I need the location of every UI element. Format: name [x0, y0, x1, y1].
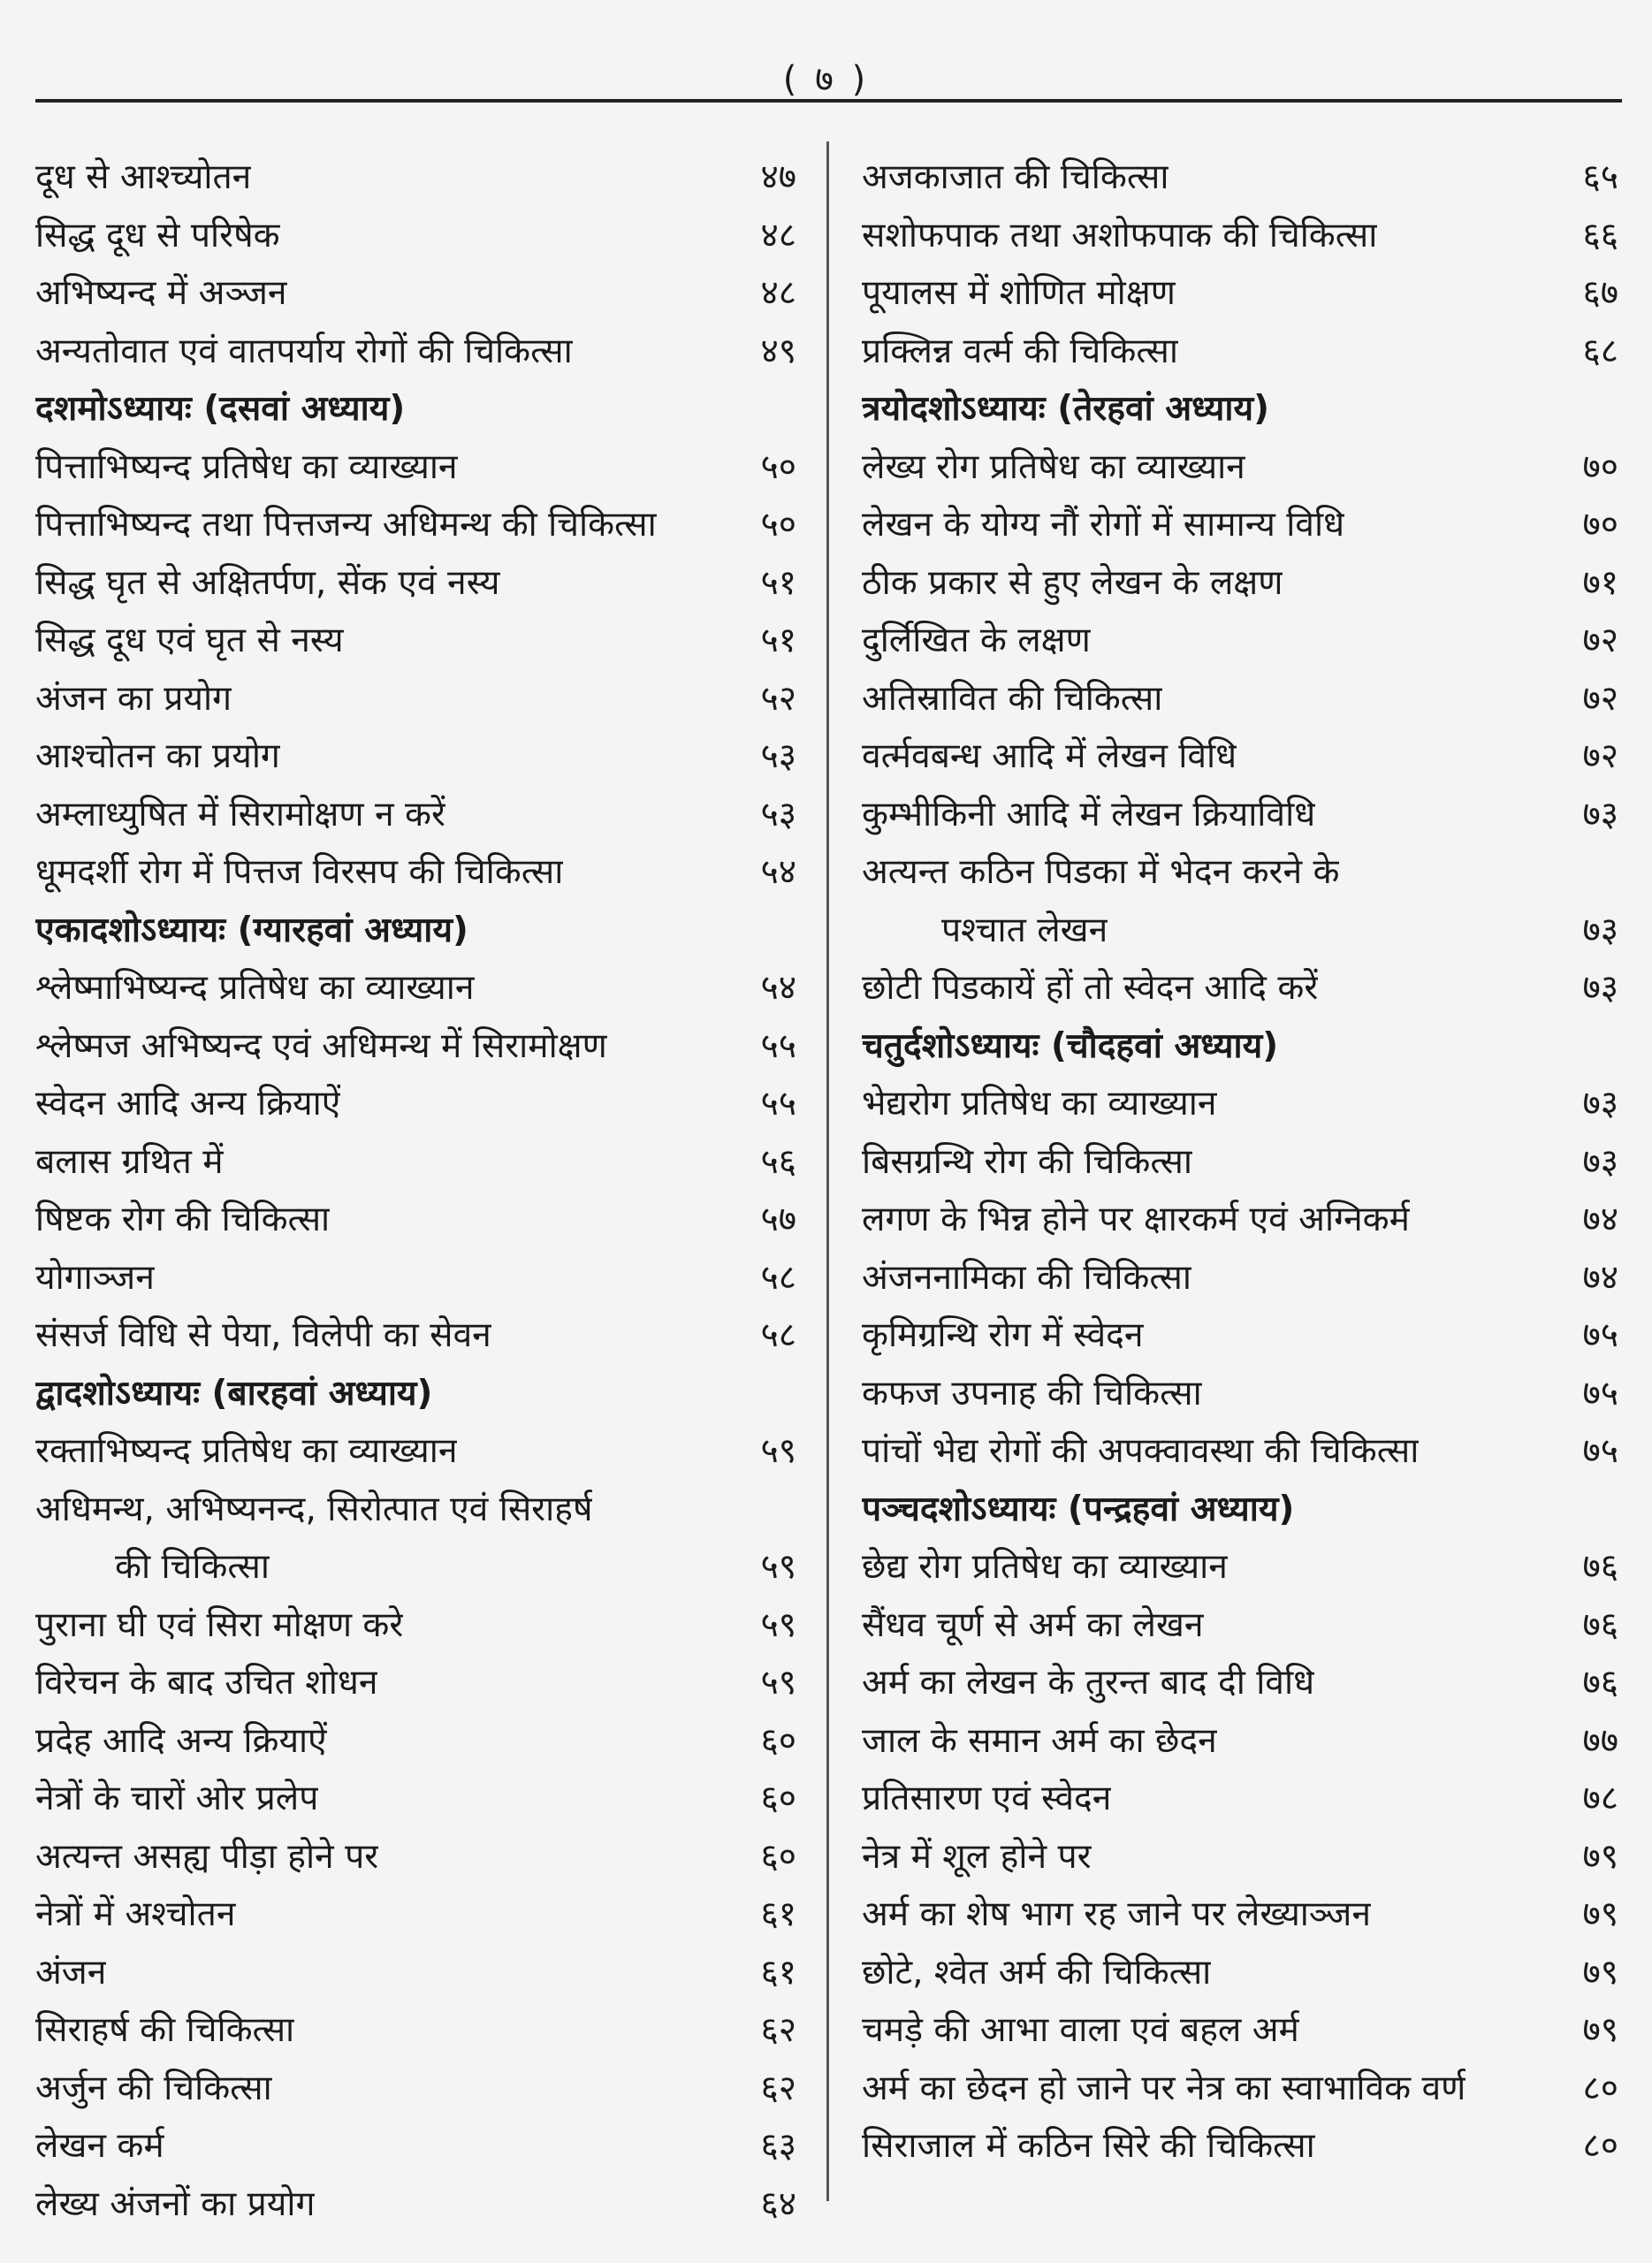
toc-entry-title: नेत्रों के चारों ओर प्रलेप — [35, 1779, 319, 1818]
toc-entry-title: दशमोऽध्यायः (दसवां अध्याय) — [35, 389, 406, 429]
toc-entry — [35, 323, 800, 381]
toc-entry-title: सिद्ध घृत से अक्षितर्पण, सेंक एवं नस्य — [35, 562, 500, 603]
toc-entry-page: ५० — [760, 446, 796, 487]
toc-entry — [862, 438, 1622, 497]
toc-entry-title: चतुर्दशोऽध्यायः (चौदहवां अध्याय) — [862, 1025, 1279, 1066]
toc-entry — [862, 207, 1622, 265]
toc-entry-title: स्वेदन आदि अन्य क्रियाऐं — [35, 1084, 341, 1124]
toc-entry-page: ६१ — [760, 1952, 796, 1993]
toc-entry-title: ठीक प्रकार से हुए लेखन के लक्षण — [862, 562, 1283, 603]
toc-entry — [862, 1654, 1622, 1712]
toc-entry-page: ५६ — [760, 1141, 796, 1182]
toc-entry — [862, 1538, 1622, 1596]
toc-entry — [862, 1828, 1622, 1886]
toc-entry — [862, 1365, 1622, 1423]
toc-entry-page: ५७ — [760, 1200, 796, 1239]
toc-entry-page: ७१ — [1582, 562, 1618, 603]
toc-entry-page: ६१ — [760, 1894, 796, 1934]
toc-entry-page: ५८ — [760, 1257, 796, 1298]
toc-entry-page: ५० — [760, 505, 796, 545]
toc-entry — [35, 1422, 800, 1481]
toc-entry-page: ७६ — [1582, 1547, 1618, 1587]
toc-entry — [862, 1712, 1622, 1771]
toc-entry-page: ७७ — [1582, 1720, 1618, 1761]
toc-entry — [35, 612, 800, 670]
toc-entry — [35, 2117, 800, 2175]
toc-entry-title: अर्म का लेखन के तुरन्त बाद दी विधि — [862, 1663, 1315, 1703]
toc-right-column — [862, 149, 1622, 2175]
toc-entry-title: दुर्लिखित के लक्षण — [862, 621, 1091, 660]
toc-entry-title: सैंधव चूर्ण से अर्म का लेखन — [862, 1604, 1204, 1645]
toc-entry-title: सिद्ध दूध एवं घृत से नस्य — [35, 621, 344, 660]
toc-entry-title: सिद्ध दूध से परिषेक — [35, 215, 280, 255]
toc-entry-title: दूध से आश्च्योतन — [35, 157, 252, 197]
toc-entry-title: सिराजाल में कठिन सिरे की चिकित्सा — [862, 2126, 1315, 2166]
toc-entry-page: ७६ — [1582, 1604, 1618, 1645]
toc-entry — [35, 1017, 800, 1076]
toc-entry-title: छोटी पिडकायें हों तो स्वेदन आदि करें — [862, 968, 1319, 1008]
toc-entry-title: नेत्र में शूल होने पर — [862, 1836, 1092, 1877]
toc-entry-title: प्रतिसारण एवं स्वेदन — [862, 1779, 1112, 1818]
toc-entry — [35, 2060, 800, 2118]
toc-entry-title: श्लेष्माभिष्यन्द प्रतिषेध का व्याख्यान — [35, 968, 475, 1008]
toc-entry-page: ७० — [1582, 446, 1618, 487]
toc-entry-page: ७३ — [1582, 968, 1618, 1008]
toc-chapter-heading — [862, 1017, 1622, 1076]
toc-entry-page: ५४ — [760, 968, 796, 1008]
toc-entry — [35, 1249, 800, 1307]
toc-entry-page: ७२ — [1582, 621, 1618, 660]
toc-entry — [35, 264, 800, 323]
toc-entry-title: कफज उपनाह की चिकित्सा — [862, 1373, 1202, 1413]
toc-entry — [35, 1596, 800, 1655]
toc-entry-page: ८० — [1582, 2068, 1618, 2108]
toc-entry-title: अत्यन्त कठिन पिडका में भेदन करने के — [862, 852, 1340, 892]
toc-chapter-heading — [862, 1481, 1622, 1539]
toc-entry-title: अर्म का शेष भाग रह जाने पर लेख्याञ्जन — [862, 1894, 1371, 1934]
toc-entry-title: अधिमन्थ, अभिष्यनन्द, सिरोत्पात एवं सिराहर्ष — [35, 1489, 593, 1529]
toc-entry — [862, 786, 1622, 844]
toc-entry-title: एकादशोऽध्यायः (ग्यारहवां अध्याय) — [35, 910, 468, 950]
toc-entry — [862, 902, 1622, 960]
toc-entry-page: ४८ — [760, 273, 796, 313]
toc-entry — [35, 1886, 800, 1944]
toc-entry-page: ७४ — [1582, 1200, 1618, 1239]
toc-entry-page: ५५ — [760, 1084, 796, 1124]
toc-entry-page: ५१ — [760, 562, 796, 603]
toc-entry-title: लेख्य रोग प्रतिषेध का व्याख्यान — [862, 446, 1245, 487]
toc-entry-title: प्रदेह आदि अन्य क्रियाऐं — [35, 1720, 327, 1761]
toc-entry-title: द्वादशोऽध्यायः (बारहवां अध्याय) — [35, 1373, 433, 1413]
toc-entry-title: अत्यन्त असह्य पीड़ा होने पर — [35, 1836, 379, 1877]
toc-entry — [35, 959, 800, 1017]
toc-entry — [862, 2060, 1622, 2118]
toc-entry — [862, 2117, 1622, 2175]
column-divider — [826, 141, 829, 2201]
toc-entry-title: लेख्य अंजनों का प्रयोग — [35, 2183, 316, 2224]
toc-entry — [35, 1538, 800, 1596]
toc-entry-title: पञ्चदशोऽध्यायः (पन्द्रहवां अध्याय) — [862, 1489, 1295, 1529]
toc-entry-page: ६६ — [1582, 215, 1618, 255]
toc-entry — [862, 1770, 1622, 1828]
toc-entry — [862, 1249, 1622, 1307]
toc-entry-page: ६७ — [1582, 273, 1618, 313]
toc-entry-page: ७८ — [1582, 1779, 1618, 1818]
toc-entry-title: की चिकित्सा — [115, 1547, 270, 1587]
toc-entry-title: नेत्रों में अश्चोतन — [35, 1894, 236, 1934]
toc-entry — [862, 149, 1622, 207]
toc-entry-page: ७४ — [1582, 1257, 1618, 1298]
toc-entry-page: ७९ — [1582, 1952, 1618, 1993]
toc-entry — [862, 1944, 1622, 2002]
toc-entry-title: लेखन के योग्य नौं रोगों में सामान्य विधि — [862, 505, 1345, 545]
toc-entry — [35, 438, 800, 497]
toc-entry-page: ५९ — [760, 1547, 796, 1587]
toc-entry-title: अन्यतोवात एवं वातपर्याय रोगों की चिकित्सा — [35, 331, 573, 371]
toc-entry-page: ७६ — [1582, 1663, 1618, 1703]
toc-entry-page: ५९ — [760, 1431, 796, 1471]
toc-entry-page: ६४ — [760, 2183, 796, 2224]
toc-entry-page: ५९ — [760, 1663, 796, 1703]
toc-entry-title: रक्ताभिष्यन्द प्रतिषेध का व्याख्यान — [35, 1431, 458, 1471]
toc-entry — [35, 728, 800, 786]
toc-entry-title: पश्चात लेखन — [941, 910, 1108, 950]
toc-entry-page: ६२ — [760, 2068, 796, 2108]
toc-entry — [35, 1712, 800, 1771]
toc-entry-title: छेद्य रोग प्रतिषेध का व्याख्यान — [862, 1547, 1228, 1587]
toc-entry-page: ७५ — [1582, 1431, 1618, 1471]
toc-entry-page: ५३ — [760, 794, 796, 834]
toc-entry — [35, 1481, 800, 1539]
toc-entry-page: ७२ — [1582, 678, 1618, 719]
toc-entry — [35, 554, 800, 613]
toc-entry-title: अजकाजात की चिकित्सा — [862, 157, 1169, 197]
toc-entry-title: अर्म का छेदन हो जाने पर नेत्र का स्वाभाविक वर्ण — [862, 2068, 1466, 2108]
toc-entry-title: अंजन — [35, 1952, 107, 1993]
toc-entry-title: छोटे, श्वेत अर्म की चिकित्सा — [862, 1952, 1212, 1993]
toc-entry-page: ५३ — [760, 736, 796, 776]
toc-entry-title: सशोफपाक तथा अशोफपाक की चिकित्सा — [862, 215, 1378, 255]
toc-entry-page: ५५ — [760, 1025, 796, 1066]
top-rule — [35, 99, 1622, 103]
toc-entry-page: ४७ — [760, 157, 796, 197]
toc-entry-title: अभिष्यन्द में अञ्जन — [35, 273, 287, 313]
toc-chapter-heading — [35, 1365, 800, 1423]
toc-entry-title: योगाञ्जन — [35, 1257, 155, 1298]
toc-entry-title: पित्ताभिष्यन्द प्रतिषेध का व्याख्यान — [35, 446, 458, 487]
toc-entry-title: षिष्टक रोग की चिकित्सा — [35, 1200, 331, 1239]
toc-entry-page: ७३ — [1582, 1141, 1618, 1182]
toc-entry-title: त्रयोदशोऽध्यायः (तेरहवां अध्याय) — [862, 389, 1269, 429]
toc-entry-page: ६० — [760, 1720, 796, 1761]
toc-entry-page: ७३ — [1582, 910, 1618, 950]
toc-entry-page: ७९ — [1582, 2010, 1618, 2050]
toc-entry-page: ६३ — [760, 2126, 796, 2166]
toc-entry-page: ५८ — [760, 1315, 796, 1355]
toc-entry-title: लेखन कर्म — [35, 2126, 164, 2166]
toc-entry-title: सिराहर्ष की चिकित्सा — [35, 2010, 295, 2050]
toc-entry — [862, 959, 1622, 1017]
toc-entry-page: ७५ — [1582, 1373, 1618, 1413]
toc-entry — [862, 554, 1622, 613]
toc-entry-page: ५१ — [760, 621, 796, 660]
toc-entry-title: बलास ग्रथित में — [35, 1141, 224, 1182]
toc-entry — [35, 207, 800, 265]
toc-entry — [862, 1596, 1622, 1655]
toc-entry-title: जाल के समान अर्म का छेदन — [862, 1720, 1217, 1761]
toc-entry — [35, 1654, 800, 1712]
toc-entry-title: अंजननामिका की चिकित्सा — [862, 1257, 1191, 1298]
toc-entry — [862, 670, 1622, 728]
toc-entry-page: ७५ — [1582, 1315, 1618, 1355]
toc-entry-title: धूमदर्शी रोग में पित्तज विरसप की चिकित्सा — [35, 852, 564, 892]
toc-entry-title: प्रक्लिन्न वर्त्म की चिकित्सा — [862, 331, 1178, 371]
toc-entry-page: ६२ — [760, 2010, 796, 2050]
toc-entry — [35, 1307, 800, 1365]
toc-entry-page: ६० — [760, 1836, 796, 1877]
toc-left-column — [35, 149, 800, 2233]
toc-entry-page: ७२ — [1582, 736, 1618, 776]
toc-entry-title: पांचों भेद्य रोगों की अपक्वावस्था की चिकित्सा — [862, 1431, 1420, 1471]
toc-entry-title: अंजन का प्रयोग — [35, 678, 232, 719]
toc-chapter-heading — [35, 902, 800, 960]
toc-entry-title: संसर्ज विधि से पेया, विलेपी का सेवन — [35, 1315, 491, 1355]
toc-entry-page: ७९ — [1582, 1836, 1618, 1877]
toc-entry-page: ६० — [760, 1779, 796, 1818]
toc-entry-page: ७३ — [1582, 1084, 1618, 1124]
toc-entry — [862, 1422, 1622, 1481]
toc-entry-page: ७३ — [1582, 794, 1618, 834]
toc-entry-title: श्लेष्मज अभिष्यन्द एवं अधिमन्थ में सिरामोक्षण — [35, 1025, 607, 1066]
toc-entry — [35, 843, 800, 902]
toc-entry-title: बिसग्रन्थि रोग की चिकित्सा — [862, 1141, 1192, 1182]
toc-entry — [35, 1828, 800, 1886]
toc-entry-page: ४८ — [760, 215, 796, 255]
toc-entry-page: ६८ — [1582, 331, 1618, 371]
toc-entry — [862, 2001, 1622, 2060]
toc-chapter-heading — [35, 380, 800, 438]
toc-entry-page: ८० — [1582, 2126, 1618, 2166]
toc-entry — [862, 1886, 1622, 1944]
toc-entry-page: ७० — [1582, 505, 1618, 545]
toc-entry-title: लगण के भिन्न होने पर क्षारकर्म एवं अग्निकर्म — [862, 1200, 1410, 1239]
toc-entry-page: ४९ — [760, 331, 796, 371]
toc-entry-title: कुम्भीकिनी आदि में लेखन क्रियाविधि — [862, 794, 1316, 834]
toc-entry-title: आश्चोतन का प्रयोग — [35, 736, 280, 776]
toc-entry-title: विरेचन के बाद उचित शोधन — [35, 1663, 378, 1703]
toc-entry-title: अतिस्रावित की चिकित्सा — [862, 678, 1163, 719]
toc-entry — [35, 670, 800, 728]
toc-entry — [35, 496, 800, 554]
toc-entry-title: चमड़े की आभा वाला एवं बहल अर्म — [862, 2010, 1299, 2050]
toc-entry — [35, 2175, 800, 2234]
toc-entry — [35, 1133, 800, 1192]
toc-entry — [862, 1307, 1622, 1365]
toc-entry-title: पुराना घी एवं सिरा मोक्षण करे — [35, 1604, 404, 1645]
toc-entry — [862, 1075, 1622, 1133]
toc-entry — [862, 843, 1622, 902]
toc-entry — [35, 1944, 800, 2002]
toc-entry-title: पूयालस में शोणित मोक्षण — [862, 273, 1176, 313]
toc-entry-title: पित्ताभिष्यन्द तथा पित्तजन्य अधिमन्थ की चिकित्सा — [35, 505, 657, 545]
toc-entry-page: ६५ — [1582, 157, 1618, 197]
toc-entry-title: अम्लाध्युषित में सिरामोक्षण न करें — [35, 794, 445, 834]
toc-entry — [862, 264, 1622, 323]
toc-entry — [862, 1133, 1622, 1192]
page-number: ( ७ ) — [782, 59, 870, 100]
toc-entry — [35, 2001, 800, 2060]
toc-entry — [35, 1075, 800, 1133]
toc-entry-page: ७९ — [1582, 1894, 1618, 1934]
toc-entry — [862, 728, 1622, 786]
toc-entry-page: ५४ — [760, 852, 796, 892]
toc-entry — [862, 496, 1622, 554]
toc-chapter-heading — [862, 380, 1622, 438]
toc-entry-page: ५२ — [760, 678, 796, 719]
toc-entry — [35, 786, 800, 844]
toc-entry-title: कृमिग्रन्थि रोग में स्वेदन — [862, 1315, 1144, 1355]
toc-entry — [862, 1191, 1622, 1249]
toc-entry — [35, 149, 800, 207]
toc-entry — [862, 323, 1622, 381]
toc-entry-title: भेद्यरोग प्रतिषेध का व्याख्यान — [862, 1084, 1217, 1124]
toc-entry — [35, 1770, 800, 1828]
toc-entry-title: अर्जुन की चिकित्सा — [35, 2068, 272, 2108]
toc-entry-page: ५९ — [760, 1604, 796, 1645]
toc-entry — [862, 612, 1622, 670]
toc-entry-title: वर्त्मवबन्ध आदि में लेखन विधि — [862, 736, 1237, 776]
toc-entry — [35, 1191, 800, 1249]
